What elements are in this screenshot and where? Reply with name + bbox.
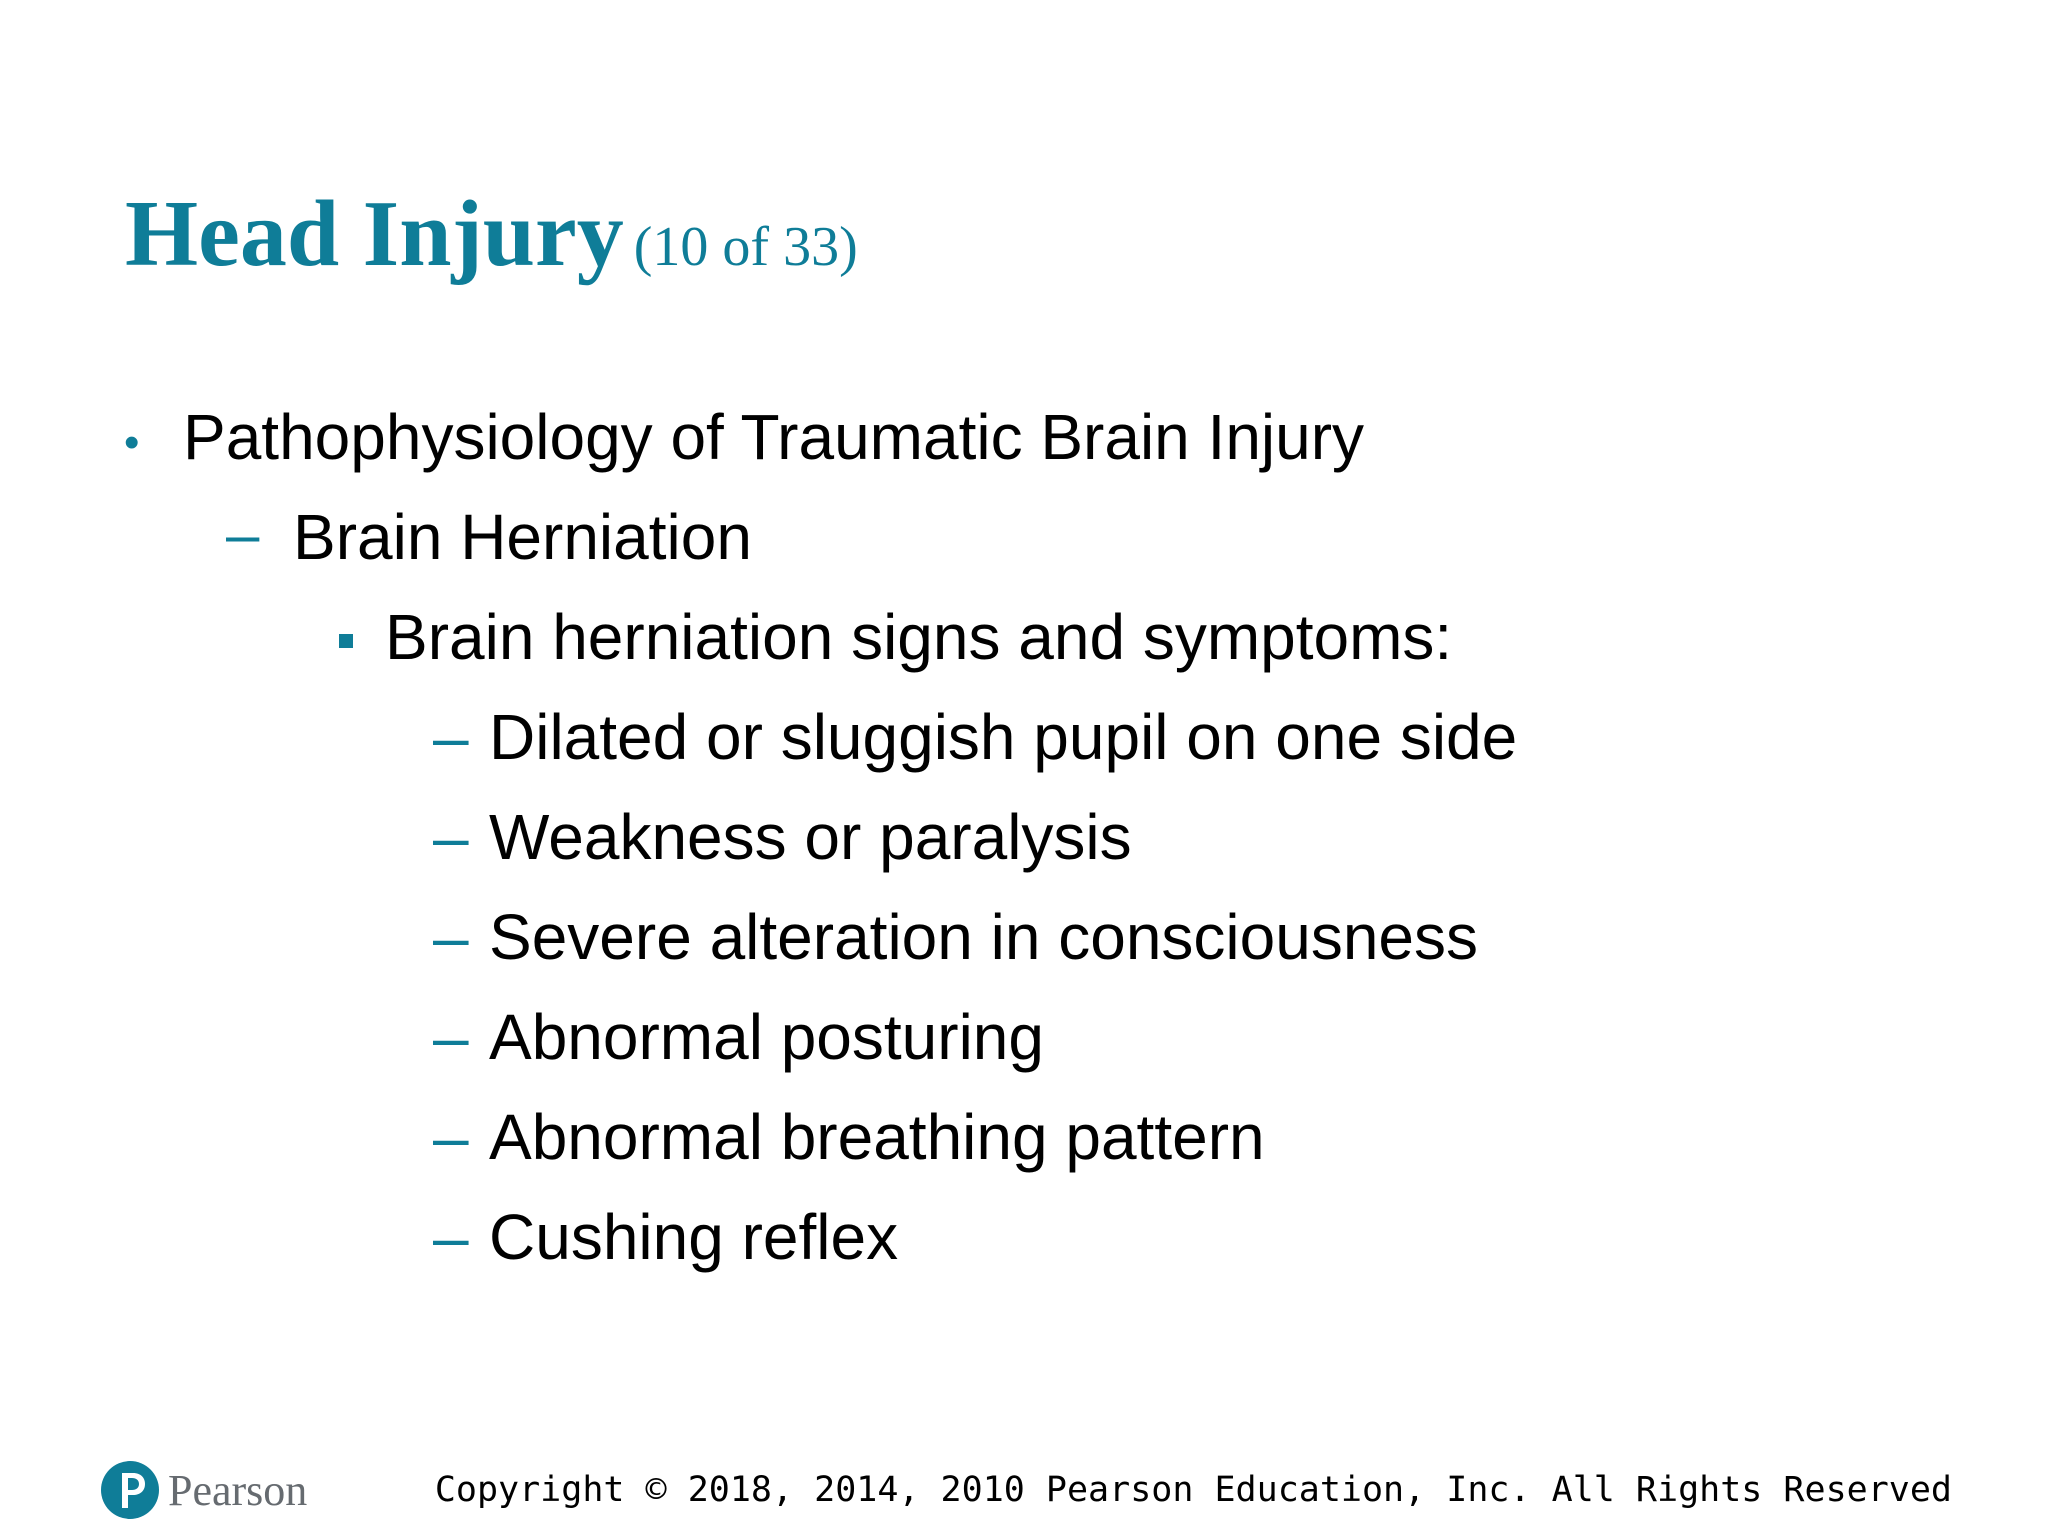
copyright-notice: Copyright © 2018, 2014, 2010 Pearson Education, Inc. All Rights Reserved	[434, 1470, 1952, 1510]
bullet-item-brain-herniation: Brain Herniation	[293, 501, 752, 573]
list-item: Dilated or sluggish pupil on one side	[489, 701, 1518, 773]
bullet-dash-icon: –	[226, 501, 260, 568]
bullet-dash-icon: –	[433, 901, 469, 973]
title-counter: (10 of 33)	[633, 216, 858, 278]
bullet-item-pathophysiology: Pathophysiology of Traumatic Brain Injury	[183, 401, 1365, 473]
bullet-dash-icon: –	[433, 1001, 469, 1073]
bullet-dash-icon: –	[433, 701, 469, 773]
pearson-logo-text: Pearson	[168, 1465, 308, 1515]
bullet-item-signs-symptoms: Brain herniation signs and symptoms:	[385, 601, 1453, 673]
list-item: Weakness or paralysis	[489, 801, 1132, 873]
list-item: Cushing reflex	[489, 1201, 899, 1273]
bullet-dot-icon: •	[124, 418, 140, 467]
list-item: Abnormal breathing pattern	[489, 1101, 1265, 1173]
bullet-dash-icon: –	[433, 1101, 469, 1173]
pearson-p-icon	[100, 1460, 160, 1520]
pearson-logo	[100, 1458, 307, 1522]
title-text: Head Injury	[125, 182, 624, 286]
bullet-dash-icon: –	[433, 1201, 469, 1273]
bullet-dash-icon: –	[433, 801, 469, 873]
list-item: Severe alteration in consciousness	[489, 901, 1478, 973]
list-item: Abnormal posturing	[489, 1001, 1044, 1073]
bullet-square-icon	[339, 634, 353, 648]
slide-title	[125, 180, 858, 288]
